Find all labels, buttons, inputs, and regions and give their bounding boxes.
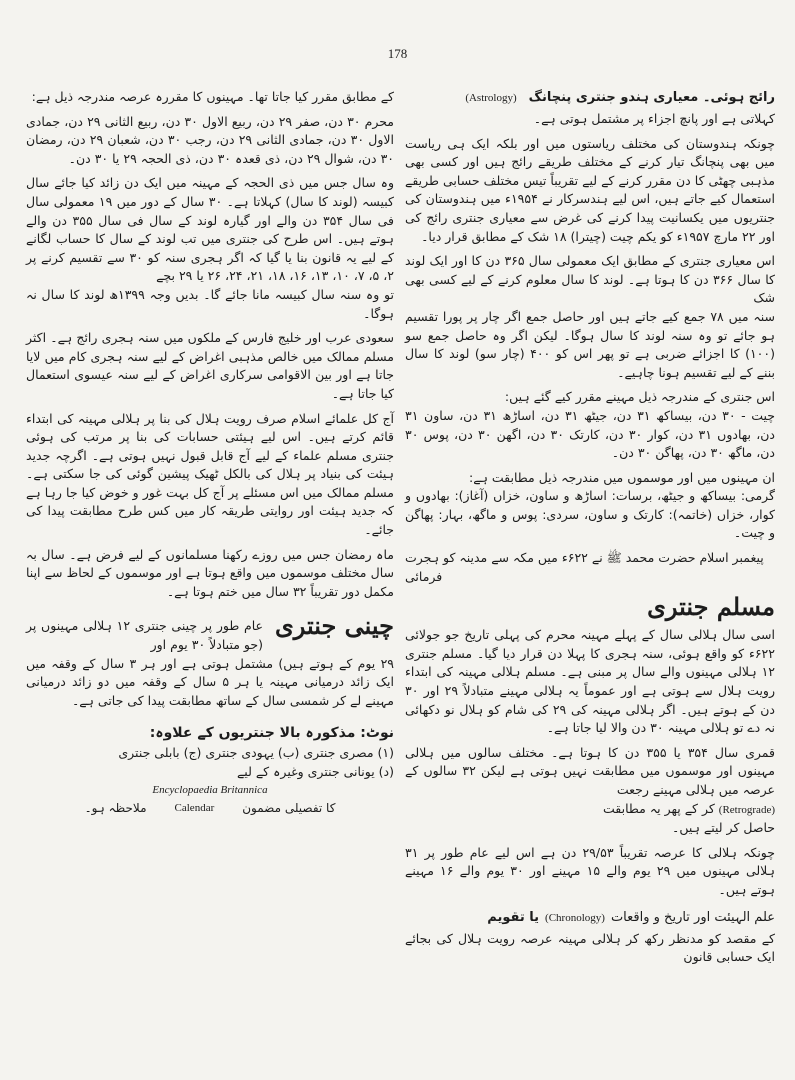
paragraph: چونکہ ہلالی کا عرصہ تقریباً ۲۹/۵۳ دن ہے اس لیے عام طور پر ۳۱ ہلالی مہینوں میں ۲۹ یوم والے ۱۵ مہینے اور ۳۰ یوم والے ۱۶ مہینے ہوتے ہیں۔ [405,844,775,897]
retrograde-tail: کر کے پھر یہ مطابقت [603,800,715,816]
section-heading-chinese: چینی جنتری [274,611,394,641]
chronology-urdu: علم الہیئت اور تاریخ و واقعات [610,909,775,925]
left-column [26,88,394,816]
paragraph: کہلاتی ہے اور پانچ اجزاء پر مشتمل ہوتی ہے۔ [533,111,775,126]
right-column-header [405,88,775,108]
paragraph: چیت - ۳۰ دن، بیساکھ ۳۱ دن، جیٹھ ۳۱ دن، اساڑھ ۳۱ دن، ساون ۳۱ دن، بھادوں ۳۱ دن، کوار ۳۰ دن، کارتک ۳۰ دن، اگھن ۳۰ دن، پوس ۳۰ دن، ماگھ ۳۰ دن، پھاگن ۳۰ دن۔ [405,407,776,461]
note-item: (د) یونانی جنتری وغیرہ کے لیے [236,764,394,779]
page-number: 178 [387,46,408,61]
paragraph: محرم ۳۰ دن، صفر ۲۹ دن، ربیع الاول ۳۰ دن، ربیع الثانی ۲۹ دن، جمادی الاول ۳۰ دن، جمادی الثانی ۲۹ دن، رجب ۳۰ دن، شعبان ۲۹ دن، رمضان ۳۰ دن، شوال ۲۹ دن، ذی قعدہ ۳۰ دن، ذی الحجہ ۲۹ یا ۳۰ دن۔ [26,113,395,166]
taqweem-label: یا تقویم [487,909,540,925]
see-urdu: ملاحظہ ہو۔ [84,800,147,815]
retrograde-latin: (Retrograde) [718,803,775,816]
paragraph: ماہ رمضان جس میں روزے رکھنا مسلمانوں کے لیے فرض ہے۔ سال بہ سال مختلف موسموں میں واقع ہوتا ہے اور موسموں کے لحاظ سے اپنا مکمل دور تقریباً ۳۲ سال میں ختم ہوتا ہے۔ [26,546,394,599]
retrograde-line [405,800,775,820]
paragraph: آج کل علمائے اسلام صرف رویت ہلال کی بنا پر ہلالی مہینہ کی ابتداء قائم کرتے ہیں۔ اس لیے ہیئتی حسابات کی بنا پر مرتب کی ہوئی جنتری مسلم علماء کے لیے آج قابل قبول نہیں ہوتی ہے۔ اگرچہ جدید ہیئت کی بنیاد پر ہلال کی بالکل ٹھیک پیشین گوئی کی جا سکتی ہے۔ مسلم ممالک میں اس مسئلے پر آج کل بہت غور و خوض کیا جا رہا ہے کہ جدید ہیئت اور روایتی طریقہ کار میں کس طرح مطابقت پیدا کی جائے۔ [26,410,394,538]
reference-latin: Encyclopaedia Britannica [152,783,268,796]
paragraph: اس جنتری کے مندرجہ ذیل مہینے مقرر کیے گئے ہیں: [504,389,775,405]
paragraph: حاصل کر لیتے ہیں۔ [672,820,775,836]
header-latin: (Astrology) [465,92,517,104]
reference-block [26,782,394,816]
note-heading: نوٹ: مذکورہ بالا جنتریوں کے علاوہ: [149,725,394,742]
paragraph: اسی سال ہلالی سال کے پہلے مہینہ محرم کی پہلی تاریخ جو جولائی ۶۲۲ء کو واقع ہوئی، سنہ ہجری کا پہلا دن قرار دیا گیا۔ مسلم جنتری ۱۲ ہلالی مہینوں والے سال پر مبنی ہے۔ مسلم ہلالی مہینہ کی ابتداء رویت ہلال سے ہوتی ہے اور عموماً یہ ہلالی مہینے متبادلاً ۲۹ اور ۳۰ دن کے ہوتے ہیں۔ اگر ہلالی مہینہ کی ۲۹ کی شام کو ہلال نو دکھائی نہ دے تو ہلالی مہینہ ۳۰ دن والا لیا جاتا ہے۔ [405,627,775,736]
paragraph: گرمی: بیساکھ و جیٹھ، برسات: اساڑھ و ساون، خزاں (آغاز): بھادوں و کوار، خزاں (خاتمہ): کارتک و ساون، سردی: پوس و ماگھ، بہار: پھاگن و چیت۔ [405,488,775,541]
chronology-latin: (Chronology) [545,911,605,924]
paragraph: اس معیاری جنتری کے مطابق ایک معمولی سال ۳۶۵ دن کا اور ایک لوند کا سال ۳۶۶ دن کا ہوتا ہے۔ لوند کا سال معلوم کرنے کے لیے کسی بھی شک [405,253,775,306]
paragraph: ان مہینوں میں اور موسموں میں مندرجہ ذیل مطابقت ہے: [469,469,775,485]
paragraph: سعودی عرب اور خلیج فارس کے ملکوں میں سنہ ہجری رائج ہے۔ اکثر مسلم ممالک میں خالص مذہبی اغراض کے لیے سنہ ہجری کام میں لایا جاتا ہے اور بین الاقوامی سرکاری اغراض کے لیے سنہ عیسوی استعمال کیا جاتا ہے۔ [26,330,394,401]
muslim-section [405,549,775,622]
paragraph: تو وہ سنہ سال کبیسہ مانا جائے گا۔ بدیں وجہ ۱۳۹۹ھ لوند کا سال نہ ہوگا۔ [26,286,394,321]
paragraph: وہ سال جس میں ذی الحجہ کے مہینہ میں ایک دن زائد کیا جائے سال کبیسہ (لوند کا سال) کہلاتا ہے۔ ۳۰ سال کے دور میں ۱۹ معمولی سال فی سال ۳۵۴ دن والے اور گیارہ لوند کے سال فی سال ۳۵۵ دن والے ہوتے ہیں۔ اس طرح کی جنتری میں تب لوند کے سال کا حساب لگانے کے لیے یہ قانون بنا یا گیا کہ اگر ہجری سنہ کو ۳۰ سے تقسیم کرنے پر ۲، ۵، ۷، ۱۰، ۱۳، ۱۶، ۱۸، ۲۱، ۲۴، ۲۶ یا ۲۹ بچے [26,175,395,284]
chinese-intro: عام طور پر چینی جنتری ۱۲ ہلالی مہینوں پر (جو متبادلاً ۳۰ یوم اور [26,618,263,653]
header-urdu: رائج ہوئی۔ معیاری ہندو جنتری پنچانگ [528,90,775,105]
chinese-section [26,611,394,654]
section-heading-muslim: مسلم جنتری [647,592,775,622]
detail-urdu: کا تفصیلی مضمون [242,800,336,815]
paragraph: ۲۹ یوم کے ہوتے ہیں) مشتمل ہوتی ہے اور ہر ۳ سال کے وقفہ میں ایک زائد درمیانی مہینہ یا ہر ۵ سال کے وقفہ میں دو زائد درمیانی مہینے لے کر شمسی سال کے ساتھ مطابقت پیدا کی جاتی ہے۔ [26,655,395,708]
calendar-latin: Calendar [174,801,215,814]
last-line: کے مقصد کو مدنظر رکھ کر ہلالی مہینہ عرصہ رویت ہلال کی بجائے ایک حسابی قانون [405,930,775,965]
right-column [405,88,775,967]
reference-line [26,800,394,816]
note-item: (۱) مصری جنتری (ب) یہودی جنتری (ج) بابلی جنتری [118,745,394,761]
paragraph: سنہ میں ۷۸ جمع کیے جاتے ہیں اور حاصل جمع اگر چار پر پورا تقسیم ہو جائے تو وہ سنہ لوند کا سال ہوگا۔ لیکن اگر وہ حاصل جمع سو (۱۰۰) کا اجزائے ضربی ہے تو پھر اس کو ۴۰۰ (چار سو) لوند کا سال بننے کے لیے تقسیم ہونا چاہیے۔ [405,308,775,380]
chronology-line [405,908,775,928]
paragraph: چونکہ ہندوستان کی مختلف ریاستوں میں اور بلکہ ایک ہی ریاست میں بھی پنچانگ تیار کرنے کے مختلف طریقے رائج ہیں اور کسی بھی مذہبی چھٹی کا دن مقرر کرنے کے لیے تقریباً تیس مختلف حسابی طریقے استعمال کیے جاتے ہیں، اس لیے ہندسرکار نے ۱۹۵۴ء میں ہندوستان کی جنتریوں میں یکسانیت پیدا کرنے کی غرض سے معیاری جنتری رائج کی اور ۲۲ مارچ ۱۹۵۷ء کو یکم چیت (چیترا) ۱۸ شک کے مطابق قرار دیا۔ [405,135,776,244]
paragraph: قمری سال ۳۵۴ یا ۳۵۵ دن کا ہوتا ہے۔ مختلف سالوں میں ہلالی مہینوں اور موسموں میں مطابقت نہیں ہوتی ہے لیکن ۳۲ سالوں کے عرصہ میں ہلالی مہینے رجعت [405,744,776,797]
side-note: پیغمبر اسلام حضرت محمد ﷺ نے ۶۲۲ء میں مکہ سے مدینہ کو ہجرت فرمائی [405,550,764,584]
paragraph: کے مطابق مقرر کیا جاتا تھا۔ مہینوں کا مقررہ عرصہ مندرجہ ذیل ہے: [31,89,394,104]
